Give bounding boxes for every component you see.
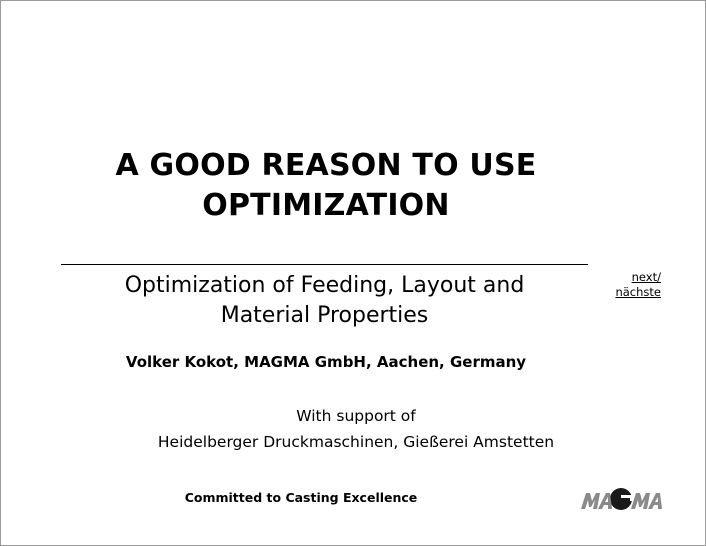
support-line-2: Heidelberger Druckmaschinen, Gießerei Amstetten: [157, 433, 555, 451]
logo-g-emblem: [610, 488, 633, 510]
subtitle-line-2: Material Properties: [220, 303, 429, 328]
support-block: [61, 403, 651, 455]
title-divider: [61, 264, 588, 265]
tagline: Committed to Casting Excellence: [184, 490, 418, 505]
next-link-line-2: nächste: [615, 285, 661, 299]
title-line-2: OPTIMIZATION: [202, 188, 450, 223]
author-line: Volker Kokot, MAGMA GmbH, Aachen, Germany: [125, 353, 527, 371]
next-link[interactable]: [611, 270, 661, 300]
next-link-line-1: next/: [631, 270, 661, 284]
slide-title: [61, 146, 591, 226]
slide-subtitle: [61, 271, 588, 331]
subtitle-line-1: Optimization of Feeding, Layout and: [124, 273, 525, 298]
magma-logo: [579, 486, 663, 512]
title-line-1: A GOOD REASON TO USE: [115, 148, 537, 183]
support-line-1: With support of: [296, 407, 416, 425]
